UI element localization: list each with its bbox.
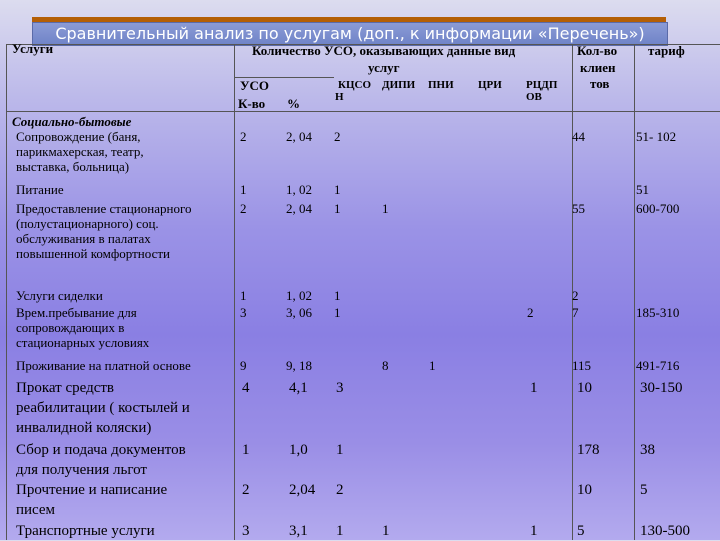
cell-tariff: 30-150 bbox=[640, 380, 683, 396]
cell-tariff: 600-700 bbox=[636, 201, 680, 216]
cell-percent: 1,0 bbox=[289, 442, 308, 458]
header-rcdpov-2: ОВ bbox=[526, 91, 542, 103]
cell-kvo: 9 bbox=[240, 358, 247, 373]
service-name: парикмахерская, театр, bbox=[16, 144, 144, 159]
header-clients-2: клиен bbox=[580, 60, 616, 75]
header-kcson: КЦСО bbox=[338, 79, 372, 91]
cell-kcson: 1 bbox=[336, 442, 344, 458]
cell-tariff: 51- 102 bbox=[636, 129, 677, 144]
service-name: (полустационарного) соц. bbox=[16, 216, 159, 231]
cell-clients: 178 bbox=[577, 442, 600, 458]
cell-kvo: 4 bbox=[242, 380, 250, 396]
cell-percent: 2, 04 bbox=[286, 129, 312, 144]
cell-kcson: 1 bbox=[336, 523, 344, 539]
header-kcson-2: Н bbox=[335, 91, 344, 103]
header-rcdpov: РЦДП bbox=[526, 79, 558, 91]
cell-percent: 1, 02 bbox=[286, 182, 312, 197]
grid-line bbox=[7, 111, 720, 112]
service-name: писем bbox=[16, 502, 56, 518]
cell-dipi: 1 bbox=[382, 201, 389, 216]
header-clients-3: тов bbox=[590, 76, 610, 91]
header-services: Услуги bbox=[12, 41, 54, 56]
header-pni: ПНИ bbox=[428, 79, 454, 91]
cell-kcson: 1 bbox=[334, 182, 341, 197]
service-name: реабилитации ( костылей и bbox=[16, 400, 190, 416]
header-count-title: Количество УСО, оказывающих данные вид bbox=[252, 43, 516, 58]
cell-kcson: 1 bbox=[334, 201, 341, 216]
grid-line bbox=[634, 45, 635, 540]
cell-kcson: 2 bbox=[336, 482, 344, 498]
service-name: Транспортные услуги bbox=[16, 523, 155, 539]
service-name: стационарных условиях bbox=[16, 335, 150, 350]
cell-tariff: 5 bbox=[640, 482, 648, 498]
cell-tariff: 185-310 bbox=[636, 305, 680, 320]
header-tariff: тариф bbox=[648, 43, 685, 58]
cell-kcson: 2 bbox=[334, 129, 341, 144]
cell-rcdpov: 1 bbox=[530, 523, 538, 539]
header-cri: ЦРИ bbox=[478, 79, 502, 91]
cell-clients: 10 bbox=[577, 380, 592, 396]
cell-tariff: 38 bbox=[640, 442, 655, 458]
cell-percent: 2, 04 bbox=[286, 201, 312, 216]
service-name: инвалидной коляски) bbox=[16, 420, 152, 436]
cell-tariff: 130-500 bbox=[640, 523, 690, 539]
service-name: выставка, больница) bbox=[16, 159, 130, 174]
cell-clients: 10 bbox=[577, 482, 592, 498]
cell-kcson: 3 bbox=[336, 380, 344, 396]
header-percent: % bbox=[287, 96, 300, 111]
cell-tariff: 491-716 bbox=[636, 358, 680, 373]
service-name: Прочтение и написание bbox=[16, 482, 168, 498]
cell-percent: 9, 18 bbox=[286, 358, 312, 373]
cell-pni: 1 bbox=[429, 358, 436, 373]
cell-percent: 3,1 bbox=[289, 523, 308, 539]
section-label: Социально-бытовые bbox=[12, 114, 132, 129]
service-name: Сбор и подача документов bbox=[16, 442, 186, 458]
cell-kvo: 1 bbox=[240, 288, 247, 303]
cell-kvo: 2 bbox=[240, 201, 247, 216]
header-clients: Кол-во bbox=[577, 43, 618, 58]
cell-kvo: 2 bbox=[240, 129, 247, 144]
service-name: Прокат средств bbox=[16, 380, 115, 396]
cell-tariff: 51 bbox=[636, 182, 649, 197]
cell-clients: 55 bbox=[572, 201, 585, 216]
cell-kvo: 1 bbox=[242, 442, 250, 458]
grid-line bbox=[234, 45, 235, 540]
cell-percent: 4,1 bbox=[289, 380, 308, 396]
cell-percent: 2,04 bbox=[289, 482, 316, 498]
service-name: сопровождающих в bbox=[16, 320, 125, 335]
header-dipi: ДИПИ bbox=[382, 79, 416, 91]
service-name: Сопровождение (баня, bbox=[16, 129, 141, 144]
cell-clients: 44 bbox=[572, 129, 585, 144]
service-name: Питание bbox=[16, 182, 64, 197]
service-name: повышенной комфортности bbox=[16, 246, 170, 261]
cell-kcson: 1 bbox=[334, 288, 341, 303]
cell-kvo: 3 bbox=[242, 523, 250, 539]
service-name: обслуживания в палатах bbox=[16, 231, 151, 246]
cell-rcdpov: 1 bbox=[530, 380, 538, 396]
cell-percent: 3, 06 bbox=[286, 305, 312, 320]
cell-clients: 5 bbox=[577, 523, 585, 539]
slide-title: Сравнительный анализ по услугам (доп., к информации «Перечень») bbox=[32, 22, 668, 46]
cell-percent: 1, 02 bbox=[286, 288, 312, 303]
header-count-title-2: услуг bbox=[368, 60, 400, 75]
header-uso: УСО bbox=[240, 78, 270, 93]
cell-kvo: 2 bbox=[242, 482, 250, 498]
cell-clients: 2 bbox=[572, 288, 579, 303]
cell-dipi: 8 bbox=[382, 358, 389, 373]
cell-rcdpov: 2 bbox=[527, 305, 534, 320]
cell-kvo: 3 bbox=[240, 305, 247, 320]
cell-kcson: 1 bbox=[334, 305, 341, 320]
cell-clients: 115 bbox=[572, 358, 592, 373]
header-kvo: К-во bbox=[238, 96, 266, 111]
service-name: для получения льгот bbox=[16, 462, 147, 478]
service-name: Предоставление стационарного bbox=[16, 201, 192, 216]
service-name: Проживание на платной основе bbox=[16, 358, 191, 373]
cell-dipi: 1 bbox=[382, 523, 390, 539]
service-name: Услуги сиделки bbox=[16, 288, 103, 303]
cell-clients: 7 bbox=[572, 305, 579, 320]
service-name: Врем.пребывание для bbox=[16, 305, 137, 320]
cell-kvo: 1 bbox=[240, 182, 247, 197]
